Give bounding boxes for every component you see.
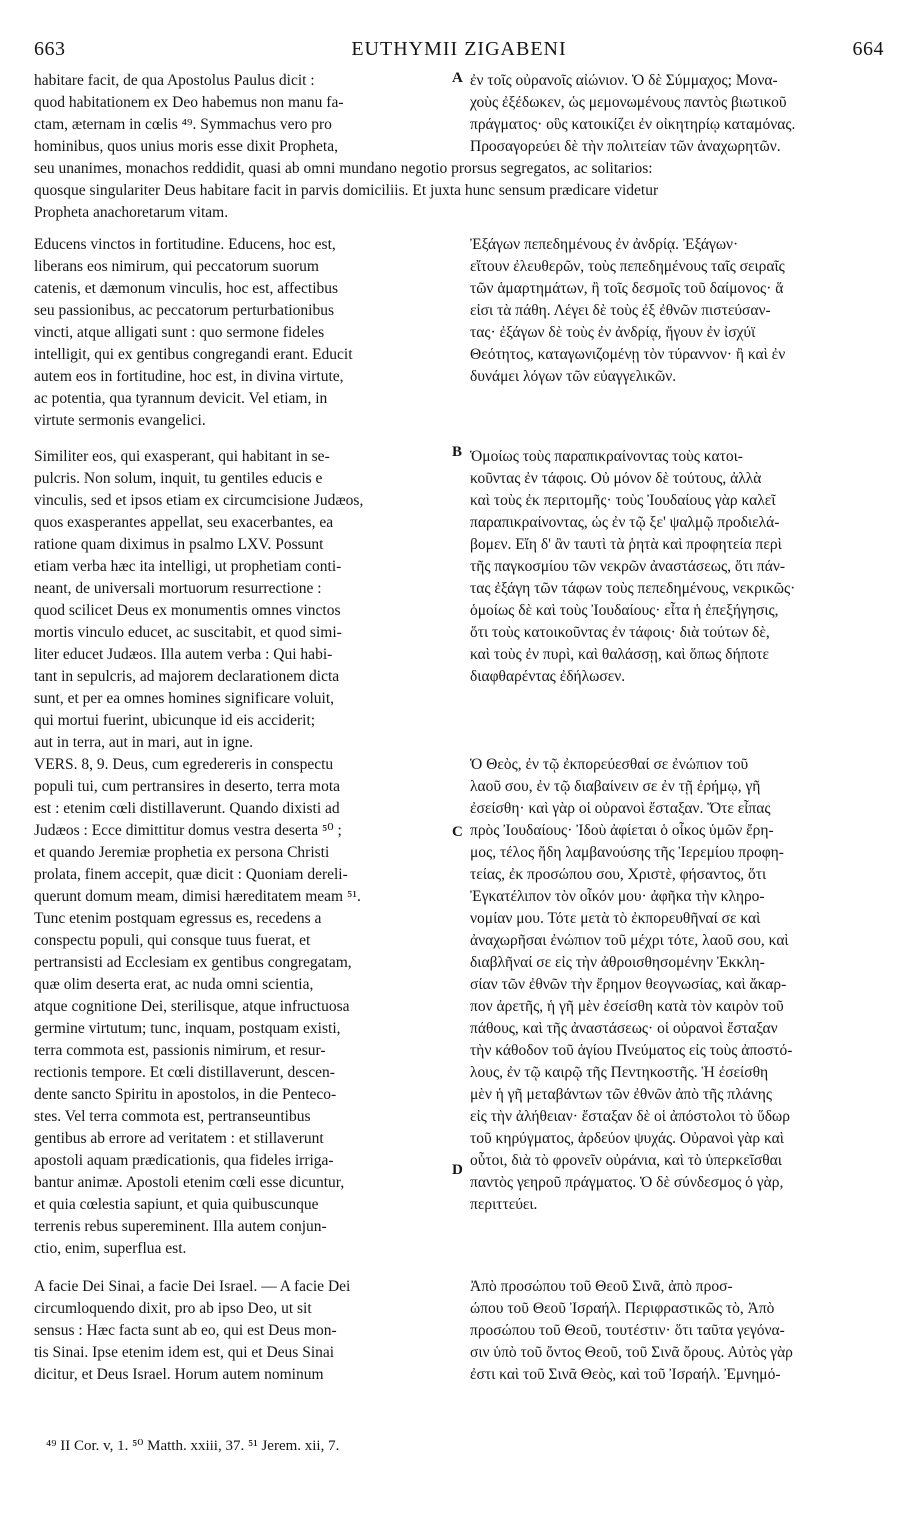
latin-line: atque cognitione Dei, sterilisque, atque infructuosa bbox=[34, 998, 350, 1015]
latin-line: ac potentia, qua tyrannum devicit. Vel etiam, in bbox=[34, 390, 328, 407]
greek-line: τας ἐξάγη τῶν τάφων τοὺς πεπεδημένους, νεκρικῶς· bbox=[470, 580, 796, 597]
greek-line: πον ἀρετῆς, ἡ γῆ μὲν ἐσείσθη κατὰ τὸν καιρὸν τοῦ bbox=[470, 998, 784, 1015]
latin-line: conspectu populi, qui consque tuus fuerat, et bbox=[34, 932, 311, 949]
latin-line: quæ olim deserta erat, ac nuda omni scientia, bbox=[34, 976, 314, 993]
latin-line: et quando Jeremiæ prophetia ex persona Christi bbox=[34, 844, 330, 861]
greek-line: διαφθαρέντας ἐδήλωσεν. bbox=[470, 668, 626, 685]
greek-line: Ἐγκατέλιπον τὸν οἶκόν μου· ἀφῆκα τὴν κληρο- bbox=[470, 888, 765, 905]
greek-line: ἀναχωρῆσαι ἐνώπιον τοῦ μέχρι τότε, λαοῦ σου, καὶ bbox=[470, 932, 789, 949]
latin-line: tant in sepulcris, ad majorem declarationem dicta bbox=[34, 668, 340, 685]
latin-line: ctam, æternam in cœlis ⁴⁹. Symmachus vero pro bbox=[34, 116, 332, 133]
margin-marker: D bbox=[452, 1162, 463, 1178]
latin-line: rectionis tempore. Et cœli distillaverunt, descen- bbox=[34, 1064, 335, 1081]
greek-line: προσώπου τοῦ Θεοῦ, τουτέστιν· ὅτι ταῦτα γεγόνα- bbox=[470, 1322, 785, 1339]
latin-line: quos exasperantes appellat, seu exacerbantes, ea bbox=[34, 514, 334, 531]
latin-line: quod habitationem ex Deo habemus non manu fa- bbox=[34, 94, 344, 111]
latin-line: terrenis rebus supereminent. Illa autem conjun- bbox=[34, 1218, 327, 1235]
running-title: EUTHYMII ZIGABENI bbox=[351, 38, 567, 60]
latin-line: Educens vinctos in fortitudine. Educens, hoc est, bbox=[34, 236, 336, 253]
latin-line: bantur animæ. Apostoli etenim cœli esse dicuntur, bbox=[34, 1174, 345, 1191]
greek-line: τῆς παγκοσμίου τῶν νεκρῶν ἀναστάσεως, ὅτι πάν- bbox=[470, 558, 786, 575]
latin-line: populi tui, cum pertransires in deserto, terra mota bbox=[34, 778, 341, 795]
greek-line: ἐστι καὶ τοῦ Σινᾶ Θεὸς, καὶ τοῦ Ἰσραήλ. Ἐμνημό- bbox=[470, 1366, 781, 1383]
greek-line: Ὁμοίως τοὺς παραπικραίνοντας τοὺς κατοι- bbox=[470, 448, 743, 465]
greek-line: τῶν ἁμαρτημάτων, ἢ τοῖς δεσμοῖς τοῦ δαίμονος· ἅ bbox=[470, 280, 784, 297]
greek-line: ώπου τοῦ Θεοῦ Ἰσραήλ. Περιφραστικῶς τὸ, Ἀπὸ bbox=[470, 1300, 775, 1317]
latin-line: apostoli aquam prædicationis, qua fideles irriga- bbox=[34, 1152, 334, 1169]
full-width-line: quosque singulariter Deus habitare facit in parvis domiciliis. Et juxta hunc sensum prædicare videtur bbox=[34, 182, 659, 199]
greek-line: Ὁ Θεὸς, ἐν τῷ ἐκπορεύεσθαί σε ἐνώπιον τοῦ bbox=[470, 756, 749, 773]
full-width-line: qui mortui fuerint, ubicunque id eis acciderit; bbox=[34, 712, 316, 729]
greek-line: εἰς τὴν ἀλήθειαν· ἔσταξαν δὲ οἱ ἀπόστολοι τὸ ὕδωρ bbox=[470, 1108, 790, 1125]
latin-line: Similiter eos, qui exasperant, qui habitant in se- bbox=[34, 448, 330, 465]
greek-line: εἴτουν ἐλευθερῶν, τοὺς πεπεδημένους ταῖς σειραῖς bbox=[470, 258, 785, 275]
greek-line: ὁμοίως δὲ καὶ τοὺς Ἰουδαίους· εἶτα ἡ ἐπεξήγησις, bbox=[470, 602, 779, 619]
greek-line: Θεότητος, καταγωνιζομένῃ τὸν τύραννον· ἢ καὶ ἐν bbox=[470, 346, 786, 363]
latin-line: etiam verba hæc ita intelligi, ut prophetiam conti- bbox=[34, 558, 342, 575]
latin-line: neant, de universali mortuorum resurrectione : bbox=[34, 580, 322, 597]
latin-line: sensus : Hæc facta sunt ab eo, qui est Deus mon- bbox=[34, 1322, 337, 1339]
greek-line: σίαν τῶν ἐθνῶν τὴν ἔρημον θεογνωσίας, καὶ ἄκαρ- bbox=[470, 976, 787, 993]
greek-line: μὲν ἡ γῆ μεταβάντων τῶν ἐθνῶν ἀπὸ τῆς πλάνης bbox=[470, 1086, 772, 1103]
page-number-left: 663 bbox=[34, 38, 66, 60]
greek-line: διαβλῆναί σε εἰς τὴν ἀθροισθησομένην Ἐκκλη- bbox=[470, 954, 765, 971]
latin-line: est : etenim cœli distillaverunt. Quando dixisti ad bbox=[34, 800, 340, 817]
greek-line: τοῦ κηρύγματος, ἀρδεύον ψυχάς. Οὐρανοὶ γὰρ καὶ bbox=[470, 1130, 784, 1147]
greek-line: Ἐξάγων πεπεδημένους ἐν ἀνδρίᾳ. Ἐξάγων· bbox=[470, 236, 739, 253]
greek-line: παντὸς γεηροῦ πράγματος. Ὁ δὲ σύνδεσμος ὁ γὰρ, bbox=[470, 1174, 784, 1191]
greek-line: πρὸς Ἰουδαίους· Ἰδοὺ ἀφίεται ὁ οἶκος ὑμῶν ἔρη- bbox=[470, 822, 774, 839]
greek-line: λαοῦ σου, ἐν τῷ διαβαίνειν σε ἐν τῇ ἐρήμῳ, γῆ bbox=[470, 778, 761, 795]
latin-line: habitare facit, de qua Apostolus Paulus dicit : bbox=[34, 72, 315, 89]
greek-line: πάθους, καὶ τῆς ἀναστάσεως· οἱ οὐρανοὶ ἔσταξαν bbox=[470, 1020, 778, 1037]
greek-line: τείας, ἐκ προσώπου σου, Χριστὲ, φήσαντος, ὅτι bbox=[470, 866, 767, 883]
latin-line: pertransisti ad Ecclesiam ex gentibus congregatam, bbox=[34, 954, 352, 971]
latin-line: virtute sermonis evangelici. bbox=[34, 412, 206, 429]
full-width-line: Propheta anachoretarum vitam. bbox=[34, 204, 229, 221]
greek-line: τας· ἐξάγων δὲ τοὺς ἐν ἀνδρίᾳ, ἤγουν ἐν ἰσχύϊ bbox=[470, 324, 756, 341]
latin-line: germine virtutum; tunc, inquam, postquam existi, bbox=[34, 1020, 341, 1037]
greek-line: πράγματος· οὓς κατοικίζει ἐν οἰκητηρίῳ καταμόνας. bbox=[470, 116, 796, 133]
greek-line: χοὺς ἐξέδωκεν, ὡς μεμονωμένους παντὸς βιωτικοῦ bbox=[470, 94, 787, 111]
latin-line: liter educet Judæos. Illa autem verba : Qui habi- bbox=[34, 646, 333, 663]
full-width-line: seu unanimes, monachos reddidit, quasi ab omni mundano negotio prorsus segregatos, ac solitarios: bbox=[34, 160, 653, 177]
greek-line: οὗτοι, διὰ τὸ φρονεῖν οὐράνια, καὶ τὸ ὑπερκεῖσθαι bbox=[470, 1152, 782, 1169]
latin-line: seu passionibus, ac peccatorum perturbationibus bbox=[34, 302, 335, 319]
greek-line: κοῦντας ἐν τάφοις. Οὐ μόνον δὲ τούτους, ἀλλὰ bbox=[470, 470, 762, 487]
latin-line: circumloquendo dixit, pro ab ipso Deo, ut sit bbox=[34, 1300, 312, 1317]
latin-line: hominibus, quos unius moris esse dixit Propheta, bbox=[34, 138, 338, 155]
greek-line: καὶ τοὺς ἐκ περιτομῆς· τοὺς Ἰουδαίους γὰρ καλεῖ bbox=[470, 492, 776, 509]
greek-line: λους, ἐν τῷ καιρῷ τῆς Πεντηκοστῆς. Ἡ ἐσείσθη bbox=[470, 1064, 769, 1081]
greek-line: μος, τέλος ἤδη λαμβανούσης τῆς Ἱερεμίου προφη- bbox=[470, 844, 784, 861]
latin-line: ctio, enim, superflua est. bbox=[34, 1240, 187, 1257]
latin-line: sunt, et per ea omnes homines significare voluit, bbox=[34, 690, 335, 707]
latin-line: vincti, atque alligati sunt : quo sermone fideles bbox=[34, 324, 325, 341]
latin-line: prolata, finem accepit, quæ dicit : Quoniam dereli- bbox=[34, 866, 348, 883]
latin-line: autem eos in fortitudine, hoc est, in divina virtute, bbox=[34, 368, 344, 385]
margin-marker: A bbox=[452, 70, 463, 86]
margin-marker: B bbox=[452, 444, 463, 460]
greek-line: περιττεύει. bbox=[470, 1196, 538, 1213]
margin-marker: C bbox=[452, 824, 463, 840]
greek-line: Ἀπὸ προσώπου τοῦ Θεοῦ Σινᾶ, ἀπὸ προσ- bbox=[470, 1278, 733, 1295]
latin-line: Judæos : Ecce dimittitur domus vestra deserta ⁵⁰ ; bbox=[34, 822, 342, 839]
latin-line: quod scilicet Deus ex monumentis omnes vinctos bbox=[34, 602, 341, 619]
greek-line: ὅτι τοὺς κατοικοῦντας ἐν τάφοις· διὰ τούτων δὲ, bbox=[470, 624, 770, 641]
latin-line: tis Sinai. Ipse etenim idem est, qui et Deus Sinai bbox=[34, 1344, 335, 1361]
greek-line: ἐν τοῖς οὐρανοῖς αἰώνιον. Ὁ δὲ Σύμμαχος; Μονα- bbox=[470, 72, 778, 89]
greek-line: δυνάμει λόγων τῶν εὐαγγελικῶν. bbox=[470, 368, 677, 385]
latin-line: querunt domum meam, dimisi hæreditatem meam ⁵¹. bbox=[34, 888, 361, 905]
latin-line: dente sancto Spiritu in apostolos, in die Penteco- bbox=[34, 1086, 337, 1103]
latin-line: A facie Dei Sinai, a facie Dei Israel. — A facie Dei bbox=[34, 1278, 351, 1295]
latin-line: gentibus ab errore ad veritatem : et stillaverunt bbox=[34, 1130, 324, 1147]
greek-line: βομεν. Εἴη δ' ἂν ταυτὶ τὰ ῥητὰ καὶ προφητεία περὶ bbox=[470, 536, 782, 553]
latin-line: terra commota est, passionis nimirum, et resur- bbox=[34, 1042, 326, 1059]
greek-line: νομίαν μου. Τότε μετὰ τὸ ἐκπορευθῆναί σε καὶ bbox=[470, 910, 761, 927]
greek-line: εἰσι τὰ πάθη. Λέγει δὲ τοὺς ἐξ ἐθνῶν πιστεύσαν- bbox=[470, 302, 771, 319]
latin-line: catenis, et dæmonum vinculis, hoc est, affectibus bbox=[34, 280, 339, 297]
latin-line: mortis vinculo educet, ac suscitabit, et quod simi- bbox=[34, 624, 342, 641]
latin-line: dicitur, et Deus Israel. Horum autem nominum bbox=[34, 1366, 324, 1383]
greek-line: παραπικραίνοντας, ὡς ἐν τῷ ξε' ψαλμῷ προδιελά- bbox=[470, 514, 780, 531]
latin-line: Tunc etenim postquam egressus es, recedens a bbox=[34, 910, 322, 927]
running-header bbox=[34, 38, 884, 64]
latin-line: et quia cœlestia sapiunt, et quia quibuscunque bbox=[34, 1196, 319, 1213]
latin-line: vinculis, sed et ipsos etiam ex circumcisione Judæos, bbox=[34, 492, 364, 509]
latin-line: intelligit, qui ex gentibus congregandi erant. Educit bbox=[34, 346, 353, 363]
greek-line: καὶ τοὺς ἐν πυρὶ, καὶ θαλάσσῃ, καὶ ὅπως δήποτε bbox=[470, 646, 769, 663]
latin-line: ratione quam diximus in psalmo LXV. Possunt bbox=[34, 536, 324, 553]
greek-line: ἐσείσθη· καὶ γὰρ οἱ οὐρανοὶ ἔσταξαν. Ὅτε εἶπας bbox=[470, 800, 771, 817]
latin-line: aut in terra, aut in mari, aut in igne. bbox=[34, 734, 254, 751]
page-number-right: 664 bbox=[852, 38, 884, 60]
greek-line: τὴν κάθοδον τοῦ ἁγίου Πνεύματος εἰς τοὺς ἀποστό- bbox=[470, 1042, 793, 1059]
latin-line: stes. Vel terra commota est, pertranseuntibus bbox=[34, 1108, 311, 1125]
latin-line: VERS. 8, 9. Deus, cum egredereris in conspectu bbox=[34, 756, 334, 773]
latin-line: pulcris. Non solum, inquit, tu gentiles educis e bbox=[34, 470, 323, 487]
greek-line: Προσαγορεύει δὲ τὴν πολιτείαν τῶν ἀναχωρητῶν. bbox=[470, 138, 781, 155]
latin-line: liberans eos nimirum, qui peccatorum suorum bbox=[34, 258, 319, 275]
greek-line: σιν ὑπὸ τοῦ ὄντος Θεοῦ, τοῦ Σινᾶ ὄρους. Αὐτὸς γὰρ bbox=[470, 1344, 793, 1361]
footnotes: ⁴⁹ II Cor. v, 1. ⁵⁰ Matth. xxiii, 37. ⁵¹ Jerem. xii, 7. bbox=[46, 1438, 340, 1454]
